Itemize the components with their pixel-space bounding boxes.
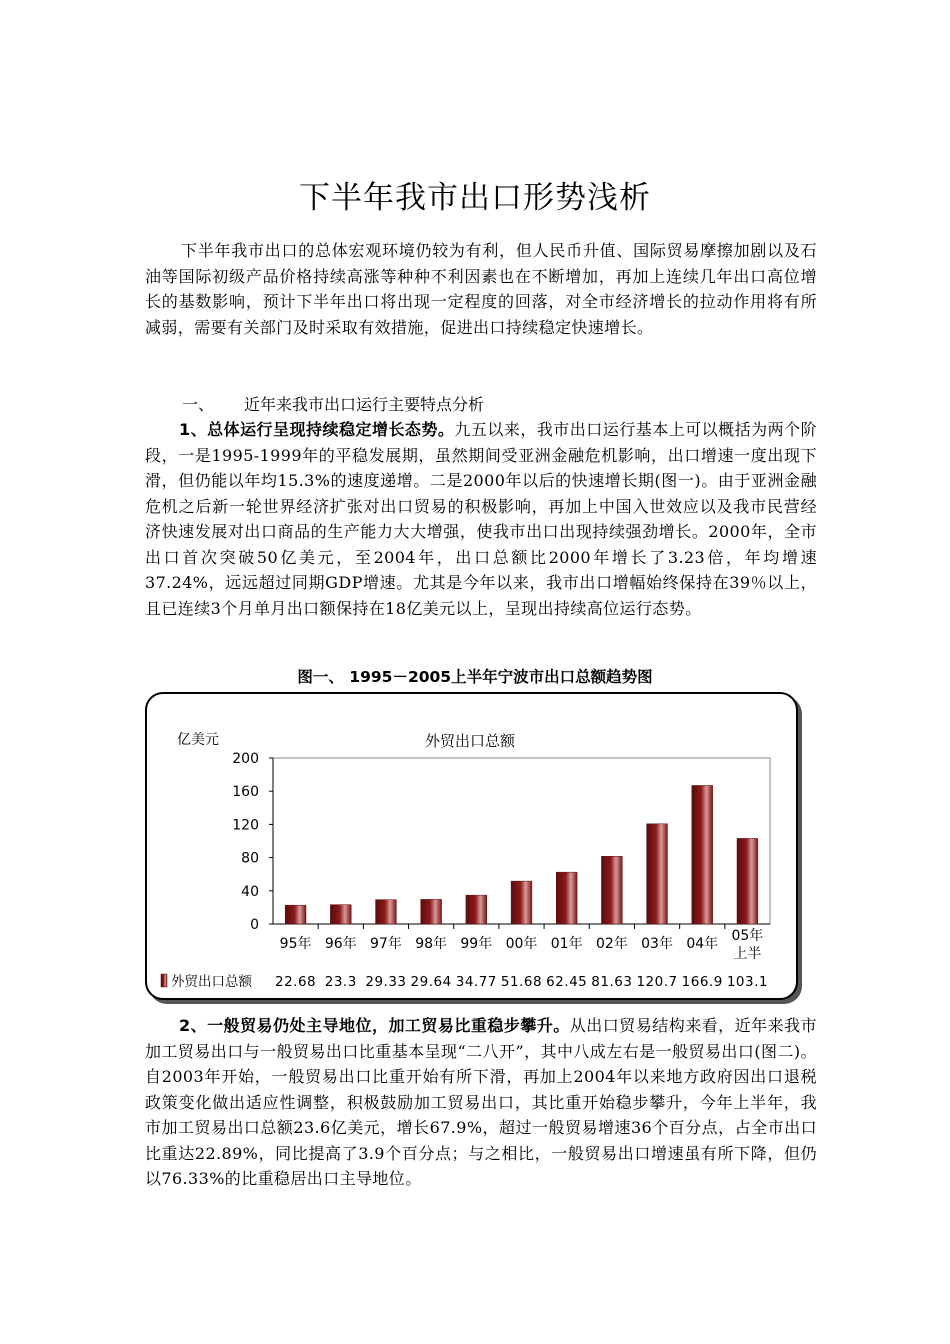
bar: [692, 785, 713, 924]
bar: [285, 905, 306, 924]
bar: [601, 856, 622, 924]
chart-frame: [145, 692, 798, 1000]
bar: [330, 905, 351, 924]
data-table-value: 103.1: [726, 974, 768, 990]
export-bar-chart: [147, 694, 796, 998]
data-table-value: 51.68: [500, 974, 543, 990]
bar: [556, 872, 577, 924]
point2-lead: 2、一般贸易仍处主导地位，加工贸易比重稳步攀升。: [179, 1016, 570, 1035]
y-axis-unit-label: 亿美元: [177, 732, 219, 748]
x-tick-label: 98年: [415, 936, 448, 952]
x-tick-label: 99年: [460, 936, 493, 952]
bar: [647, 824, 668, 924]
data-table-value: 34.77: [455, 974, 497, 990]
x-tick-label: 01年: [550, 936, 583, 952]
bar: [511, 881, 532, 924]
bar: [466, 895, 487, 924]
point1-lead: 1、总体运行呈现持续稳定增长态势。: [179, 420, 455, 439]
data-table-value: 29.33: [365, 974, 407, 990]
x-tick-label: 96年: [324, 936, 357, 952]
figure-caption: 图一、 1995－2005上半年宁波市出口总额趋势图: [297, 668, 653, 686]
x-tick-label: 上半: [733, 946, 762, 962]
data-table-value: 62.45: [546, 974, 588, 990]
data-table-value: 23.3: [324, 974, 357, 990]
data-table-value: 29.64: [410, 974, 452, 990]
data-table-value: 81.63: [591, 974, 633, 990]
chart-title: 外贸出口总额: [424, 732, 516, 750]
bar: [737, 838, 758, 924]
point2-body: 从出口贸易结构来看，近年来我市加工贸易出口与一般贸易出口比重基本呈现“二八开”，其中八成左右是一般贸易出口(图二)。自2003年开始，一般贸易出口比重开始有所下滑，再加上2004年以来地方政府因出口退税政策变化做出适应性调整，积极鼓励加工贸易出口，其比重开始稳步攀升，今年上半年，我市加工贸易出口总额23.6亿美元，增长67.9%，超过一般贸易增速36个百分点，占全市出口比重达22.89%，同比提高了3.9个百分点；与之相比，一般贸易出口增速虽有所下降，但仍以76.33%的比重稳居出口主导地位。: [145, 1016, 817, 1188]
y-tick-label: 80: [241, 850, 259, 867]
x-tick-label: 05年: [731, 928, 764, 944]
point1-body: 九五以来，我市出口运行基本上可以概括为两个阶段，一是1995-1999年的平稳发展期，虽然期间受亚洲金融危机影响，出口增速一度出现下滑，但仍能以年均15.3%的速度递增。二是2000年以后的快速增长期(图一)。由于亚洲金融危机之后新一轮世界经济扩张对出口贸易的积极影响，再加上中国入世效应以及我市民营经济快速发展对出口商品的生产能力大大增强，使我市出口出现持续强劲增长。2000年，全市出口首次突破50亿美元，至2004年，出口总额比2000年增长了3.23倍，年均增速37.24%，远远超过同期GDP增速。尤其是今年以来，我市出口增幅始终保持在39％以上，且已连续3个月单月出口额保持在18亿美元以上，呈现出持续高位运行态势。: [145, 420, 817, 618]
bar: [376, 900, 397, 924]
y-tick-label: 120: [232, 817, 259, 834]
x-tick-label: 03年: [641, 936, 673, 952]
y-tick-label: 40: [241, 883, 259, 900]
intro-paragraph: 下半年我市出口的总体宏观环境仍较为有利，但人民币升值、国际贸易摩擦加剧以及石油等国际初级产品价格持续高涨等种种不利因素也在不断增加，再加上连续几年出口高位增长的基数影响，预计下半年出口将出现一定程度的回落，对全市经济增长的拉动作用将有所减弱，需要有关部门及时采取有效措施，促进出口持续稳定快速增长。: [145, 241, 817, 337]
x-tick-label: 97年: [370, 936, 402, 952]
y-tick-label: 160: [232, 784, 259, 801]
x-tick-label: 00年: [505, 936, 538, 952]
x-tick-label: 02年: [595, 936, 628, 952]
bar: [421, 899, 442, 924]
point1-paragraph: [145, 417, 817, 621]
data-table-value: 22.68: [275, 974, 317, 990]
x-tick-label: 04年: [686, 936, 719, 952]
data-table-value: 166.9: [681, 974, 723, 990]
point2-paragraph: [145, 1013, 817, 1192]
section-number: 一、: [182, 395, 215, 414]
data-table-value: 120.7: [636, 974, 678, 990]
section-heading: [182, 392, 484, 415]
x-tick-label: 95年: [279, 936, 312, 952]
y-tick-label: 200: [232, 751, 259, 767]
legend-series-name: 外贸出口总额: [171, 974, 252, 990]
section-title: 近年来我市出口运行主要特点分析: [244, 395, 485, 414]
legend-swatch: [161, 974, 167, 987]
y-tick-label: 0: [250, 917, 259, 933]
page-title: 下半年我市出口形势浅析: [299, 180, 651, 216]
